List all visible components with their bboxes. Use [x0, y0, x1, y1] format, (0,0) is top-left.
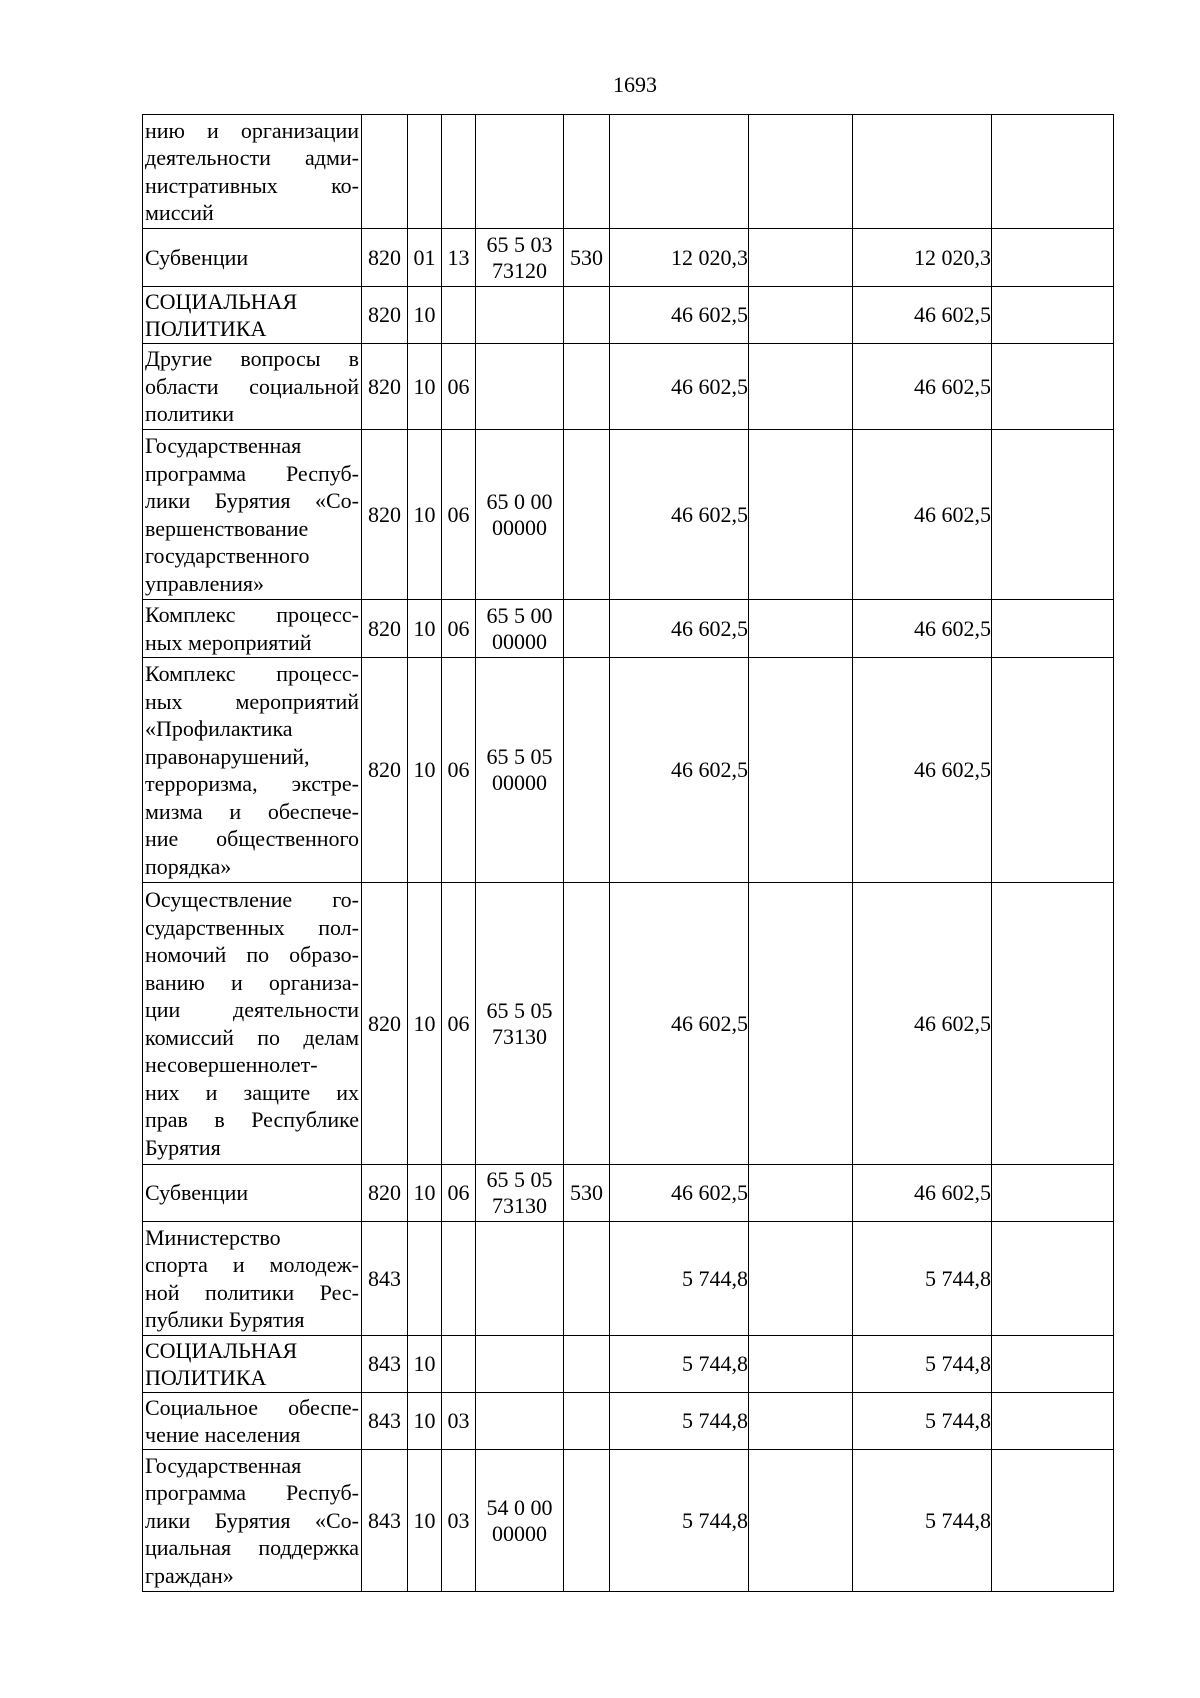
ved-code-cell: 820 — [362, 658, 408, 883]
target-article-line: 54 0 00 — [486, 1494, 553, 1520]
target-article-line: 00000 — [492, 770, 547, 795]
row-name-line: программа Респуб- — [145, 460, 359, 486]
subsection-code-cell: 06 — [442, 344, 476, 430]
amount-cell-3 — [853, 115, 992, 229]
table-body — [143, 115, 1114, 1592]
subsection-code-cell: 13 — [442, 229, 476, 287]
amount-cell-3: 46 602,5 — [853, 600, 992, 658]
subsection-code-cell: 06 — [442, 600, 476, 658]
row-name-line: публики Бурятия — [145, 1307, 305, 1332]
target-article-cell — [476, 115, 564, 229]
expense-type-cell: 530 — [564, 229, 610, 287]
amount-cell-4 — [992, 1222, 1114, 1336]
row-name-cell — [143, 1450, 362, 1592]
amount-cell-3: 5 744,8 — [853, 1393, 992, 1450]
row-name-line: правонарушений, — [145, 743, 310, 769]
row-name-line: Субвенции — [145, 244, 249, 270]
row-name-line: ной политики Рес- — [145, 1279, 359, 1305]
section-code-cell: 10 — [408, 1393, 442, 1450]
row-name-cell — [143, 658, 362, 883]
section-code-cell: 10 — [408, 430, 442, 600]
row-name-cell — [143, 229, 362, 287]
expense-type-cell — [564, 600, 610, 658]
section-code-cell: 10 — [408, 344, 442, 430]
section-code-cell: 10 — [408, 1450, 442, 1592]
row-name-line: программа Респуб- — [145, 1480, 359, 1506]
amount-cell-2 — [749, 1393, 853, 1450]
target-article-line: 65 5 05 — [486, 744, 553, 769]
amount-cell-1: 5 744,8 — [610, 1336, 749, 1393]
ved-code-cell: 820 — [362, 1165, 408, 1222]
expense-type-cell — [564, 287, 610, 344]
amount-cell-1: 46 602,5 — [610, 287, 749, 344]
row-name-cell — [143, 1222, 362, 1336]
target-article-cell — [476, 883, 564, 1165]
target-article-cell — [476, 1165, 564, 1222]
expense-type-cell — [564, 1222, 610, 1336]
amount-cell-4 — [992, 344, 1114, 430]
section-code-cell: 10 — [408, 1336, 442, 1393]
row-name-line: лики Бурятия «Со- — [145, 1507, 359, 1533]
amount-cell-3: 46 602,5 — [853, 287, 992, 344]
row-name-cell — [143, 115, 362, 229]
row-name-line: ПОЛИТИКА — [145, 316, 267, 341]
amount-cell-1: 46 602,5 — [610, 344, 749, 430]
amount-cell-4 — [992, 229, 1114, 287]
expense-type-cell — [564, 344, 610, 430]
amount-cell-3: 46 602,5 — [853, 1165, 992, 1222]
section-code-cell: 10 — [408, 287, 442, 344]
subsection-code-cell: 06 — [442, 430, 476, 600]
amount-cell-4 — [992, 430, 1114, 600]
amount-cell-3: 5 744,8 — [853, 1222, 992, 1336]
subsection-code-cell — [442, 287, 476, 344]
row-name-cell — [143, 1393, 362, 1450]
subsection-code-cell: 03 — [442, 1393, 476, 1450]
amount-cell-3: 46 602,5 — [853, 344, 992, 430]
row-name-line: «Профилактика — [145, 716, 293, 741]
target-article-line: 65 5 05 — [486, 1167, 553, 1192]
ved-code-cell: 843 — [362, 1336, 408, 1393]
row-name-line: сударственных пол- — [145, 914, 359, 940]
table-row — [143, 1336, 1114, 1393]
row-name-line: порядка» — [145, 853, 232, 879]
ved-code-cell: 820 — [362, 229, 408, 287]
row-name-cell — [143, 287, 362, 344]
row-name-line: них и защите их — [145, 1079, 359, 1105]
row-name-line: несовершеннолет- — [145, 1052, 318, 1077]
amount-cell-1: 5 744,8 — [610, 1393, 749, 1450]
ved-code-cell: 820 — [362, 430, 408, 600]
section-code-cell: 10 — [408, 1165, 442, 1222]
amount-cell-4 — [992, 287, 1114, 344]
target-article-cell — [476, 1336, 564, 1393]
table-row — [143, 658, 1114, 883]
target-article-cell — [476, 344, 564, 430]
subsection-code-cell — [442, 115, 476, 229]
amount-cell-4 — [992, 1450, 1114, 1592]
amount-cell-4 — [992, 1336, 1114, 1393]
target-article-line: 73130 — [492, 1023, 547, 1049]
amount-cell-3: 46 602,5 — [853, 430, 992, 600]
amount-cell-1: 46 602,5 — [610, 1165, 749, 1222]
row-name-cell — [143, 1336, 362, 1393]
ved-code-cell: 843 — [362, 1222, 408, 1336]
row-name-line: деятельности адми- — [145, 145, 359, 170]
row-name-line: ние общественного — [145, 826, 359, 851]
section-code-cell: 10 — [408, 600, 442, 658]
table-row — [143, 1165, 1114, 1222]
target-article-cell — [476, 1450, 564, 1592]
amount-cell-3: 5 744,8 — [853, 1450, 992, 1592]
target-article-line: 65 0 00 — [486, 488, 553, 514]
expense-type-cell — [564, 883, 610, 1165]
table-row — [143, 600, 1114, 658]
amount-cell-2 — [749, 658, 853, 883]
row-name-line: граждан» — [145, 1562, 234, 1588]
amount-cell-4 — [992, 1165, 1114, 1222]
row-name-line: ных мероприятий — [145, 688, 359, 714]
row-name-line: области социальной — [145, 373, 359, 399]
target-article-line: 65 5 00 — [486, 602, 553, 628]
row-name-line: номочий по образо- — [145, 942, 359, 967]
row-name-line: Государственная — [145, 1452, 302, 1478]
target-article-cell — [476, 1393, 564, 1450]
amount-cell-1 — [610, 115, 749, 229]
section-code-cell — [408, 115, 442, 229]
amount-cell-4 — [992, 600, 1114, 658]
ved-code-cell: 820 — [362, 287, 408, 344]
row-name-cell — [143, 883, 362, 1165]
amount-cell-1: 5 744,8 — [610, 1450, 749, 1592]
ved-code-cell: 843 — [362, 1393, 408, 1450]
subsection-code-cell — [442, 1222, 476, 1336]
table-row — [143, 1393, 1114, 1450]
target-article-line: 00000 — [492, 514, 547, 540]
amount-cell-2 — [749, 1222, 853, 1336]
expense-type-cell — [564, 115, 610, 229]
row-name-line: ПОЛИТИКА — [145, 1365, 267, 1390]
row-name-line: Государственная — [145, 433, 302, 458]
ved-code-cell: 820 — [362, 883, 408, 1165]
amount-cell-1: 46 602,5 — [610, 883, 749, 1165]
section-code-cell: 10 — [408, 658, 442, 883]
row-name-line: СОЦИАЛЬНАЯ — [145, 1337, 298, 1363]
row-name-line: Комплекс процесс- — [145, 661, 359, 686]
expense-type-cell — [564, 1336, 610, 1393]
section-code-cell: 10 — [408, 883, 442, 1165]
subsection-code-cell: 06 — [442, 883, 476, 1165]
row-name-line: СОЦИАЛЬНАЯ — [145, 288, 298, 314]
amount-cell-2 — [749, 1336, 853, 1393]
amount-cell-2 — [749, 1450, 853, 1592]
amount-cell-1: 46 602,5 — [610, 658, 749, 883]
table-row — [143, 883, 1114, 1165]
amount-cell-2 — [749, 287, 853, 344]
expense-type-cell: 530 — [564, 1165, 610, 1222]
ved-code-cell: 820 — [362, 600, 408, 658]
amount-cell-1: 46 602,5 — [610, 430, 749, 600]
amount-cell-2 — [749, 229, 853, 287]
row-name-line: спорта и молодеж- — [145, 1252, 359, 1277]
amount-cell-4 — [992, 115, 1114, 229]
row-name-cell — [143, 1165, 362, 1222]
table-row — [143, 344, 1114, 430]
row-name-line: Бурятия — [145, 1134, 221, 1160]
amount-cell-4 — [992, 658, 1114, 883]
amount-cell-2 — [749, 344, 853, 430]
target-article-line: 65 5 05 — [486, 997, 553, 1023]
page-number: 1693 — [613, 72, 657, 97]
amount-cell-4 — [992, 883, 1114, 1165]
row-name-line: Комплекс процесс- — [145, 602, 359, 627]
amount-cell-3: 5 744,8 — [853, 1336, 992, 1393]
subsection-code-cell: 06 — [442, 658, 476, 883]
budget-table — [142, 114, 1114, 1592]
target-article-line: 73120 — [492, 257, 547, 283]
amount-cell-3: 12 020,3 — [853, 229, 992, 287]
row-name-line: ции деятельности — [145, 997, 359, 1022]
expense-type-cell — [564, 658, 610, 883]
row-name-line: государственного — [145, 543, 310, 568]
row-name-line: терроризма, экстре- — [145, 771, 359, 796]
row-name-line: нистративных ко- — [145, 172, 359, 198]
target-article-line: 73130 — [492, 1193, 547, 1218]
amount-cell-2 — [749, 115, 853, 229]
row-name-cell — [143, 344, 362, 430]
amount-cell-1: 12 020,3 — [610, 229, 749, 287]
target-article-line: 00000 — [492, 628, 547, 654]
target-article-cell — [476, 600, 564, 658]
row-name-line: мизма и обеспече- — [145, 798, 359, 824]
row-name-line: комиссий по делам — [145, 1024, 359, 1050]
ved-code-cell — [362, 115, 408, 229]
row-name-line: Социальное обеспе- — [145, 1394, 359, 1420]
row-name-line: Осуществление го- — [145, 887, 359, 912]
amount-cell-2 — [749, 600, 853, 658]
row-name-line: политики — [145, 401, 235, 427]
section-code-cell: 01 — [408, 229, 442, 287]
target-article-cell — [476, 430, 564, 600]
row-name-line: чение населения — [145, 1422, 301, 1447]
row-name-line: вершенствование — [145, 515, 309, 541]
expense-type-cell — [564, 1450, 610, 1592]
row-name-line: Субвенции — [145, 1180, 249, 1206]
target-article-cell — [476, 658, 564, 883]
table-row — [143, 115, 1114, 229]
table-row — [143, 1450, 1114, 1592]
row-name-line: циальная поддержка — [145, 1535, 359, 1561]
row-name-line: прав в Республике — [145, 1107, 359, 1132]
target-article-cell — [476, 229, 564, 287]
section-code-cell — [408, 1222, 442, 1336]
row-name-line: нию и организации — [145, 117, 359, 143]
amount-cell-2 — [749, 883, 853, 1165]
row-name-line: ванию и организа- — [145, 969, 359, 995]
target-article-line: 65 5 03 — [486, 231, 553, 257]
amount-cell-2 — [749, 430, 853, 600]
amount-cell-4 — [992, 1393, 1114, 1450]
amount-cell-3: 46 602,5 — [853, 658, 992, 883]
row-name-line: Другие вопросы в — [145, 346, 359, 372]
amount-cell-1: 46 602,5 — [610, 600, 749, 658]
row-name-line: управления» — [145, 570, 265, 596]
target-article-cell — [476, 1222, 564, 1336]
subsection-code-cell — [442, 1336, 476, 1393]
target-article-cell — [476, 287, 564, 344]
row-name-line: Министерство — [145, 1224, 281, 1250]
row-name-line: лики Бурятия «Со- — [145, 488, 359, 513]
subsection-code-cell: 06 — [442, 1165, 476, 1222]
table-row — [143, 287, 1114, 344]
amount-cell-2 — [749, 1165, 853, 1222]
table-row — [143, 1222, 1114, 1336]
table-row — [143, 430, 1114, 600]
ved-code-cell: 843 — [362, 1450, 408, 1592]
row-name-line: ных мероприятий — [145, 629, 312, 655]
row-name-cell — [143, 430, 362, 600]
row-name-cell — [143, 600, 362, 658]
amount-cell-1: 5 744,8 — [610, 1222, 749, 1336]
ved-code-cell: 820 — [362, 344, 408, 430]
table-row — [143, 229, 1114, 287]
subsection-code-cell: 03 — [442, 1450, 476, 1592]
amount-cell-3: 46 602,5 — [853, 883, 992, 1165]
expense-type-cell — [564, 430, 610, 600]
row-name-line: миссий — [145, 200, 214, 225]
target-article-line: 00000 — [492, 1520, 547, 1546]
expense-type-cell — [564, 1393, 610, 1450]
